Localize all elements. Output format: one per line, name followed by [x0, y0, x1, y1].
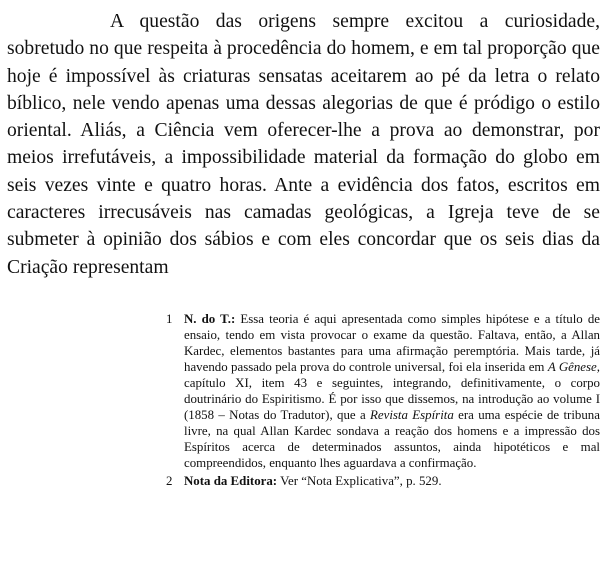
footnote-number: 1	[166, 312, 173, 326]
footnote-text: Essa teoria é aqui apresentada como simples hipótese e a título de ensaio, tendo em vista provocar o exame da questão. Faltava, então, a Allan Kardec, elementos bastantes para uma afirmação peremptória. Mais tarde, já havendo passado pela prova do controle universal, foi ela inserida em	[184, 312, 601, 374]
footnote-text: Ver “Nota Explicativa”, p. 529.	[280, 474, 442, 488]
footnote-text: capítulo XI, item 43 e seguintes, integrando, definitivamente, o corpo doutrinário do Espiritismo. É por isso que dissemos, na introdução ao volume I (1858 – Notas do Tradutor), que a	[184, 376, 600, 422]
footnote-2	[166, 473, 600, 489]
footnote-journal-title: Revista Espírita	[370, 408, 454, 422]
footnotes	[166, 311, 600, 489]
body-text: A questão das origens sempre excitou a curiosidade, sobretudo no que respeita à procedência do homem, e em tal proporção que hoje é impossível às criaturas sensatas aceitarem ao pé da letra o relato bíblico, nele vendo apenas uma dessas alegorias de que é pródigo o estilo oriental. Aliás, a Ciência vem oferecer-lhe a prova ao demonstrar, por meios irrefutáveis, a impossibilidade material da formação do globo em seis vezes vinte e quatro horas. Ante a evidência dos fatos, escritos em caracteres irrecusáveis nas camadas geológicas, a Igreja teve de se submeter à opinião dos sábios e com eles concordar que os seis dias da Criação representam	[7, 11, 600, 278]
footnote-text: era uma espécie de tribuna livre, na qual Allan Kardec sondava a reação dos homens e a impressão dos Espíritos acerca de determinados assuntos, ainda hipotéticos e mal compreendidos, enquanto lhes aguardava a confirmação.	[184, 408, 600, 470]
footnote-label: Nota da Editora:	[184, 474, 278, 488]
footnote-1	[166, 311, 600, 471]
footnote-number: 2	[166, 474, 173, 488]
footnote-label: N. do T.:	[184, 312, 236, 326]
footnote-book-title: A Gênese,	[547, 360, 600, 374]
body-paragraph	[7, 8, 600, 281]
